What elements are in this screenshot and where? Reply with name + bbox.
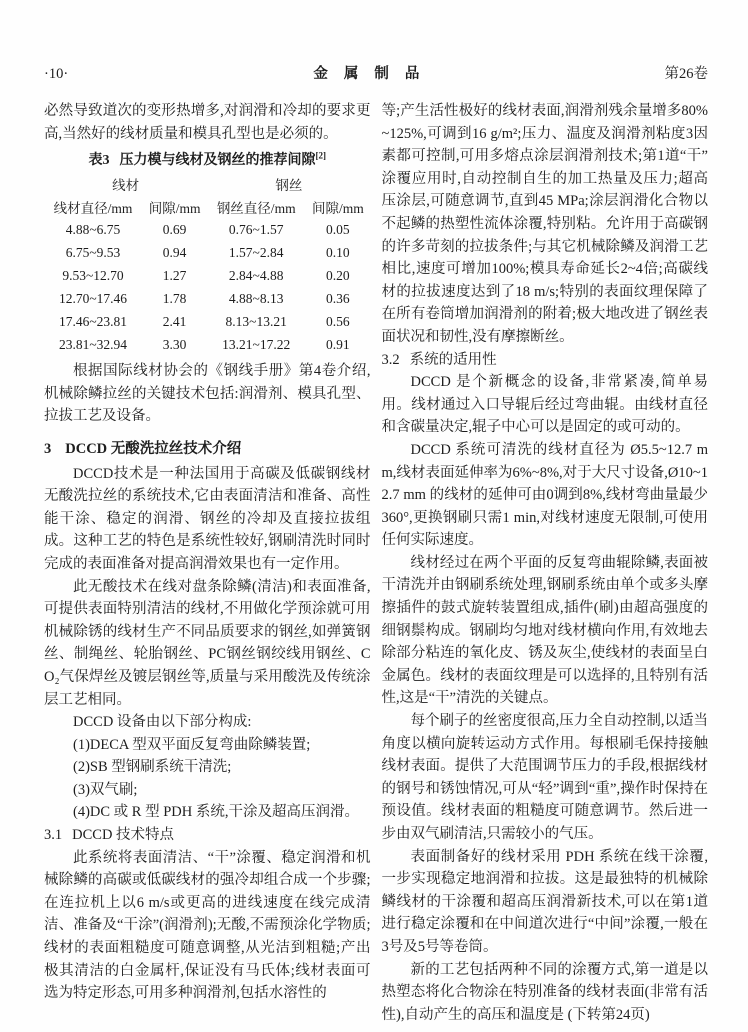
table3-group-header-steel-wire: 钢丝 (275, 177, 303, 193)
paragraph-diameter-range: DCCD 系统可清洗的线材直径为 Ø5.5~12.7 mm,线材表面延伸率为6%~8%,对于大尺寸设备,Ø10~12.7 mm 的线材的延伸可由0调到8%,线材弯曲量最少360°,更换钢刷只需1 min,对线材速度无限制,可使用任何实际速度。 (381, 441, 708, 549)
volume-label: 第26卷 (664, 66, 708, 82)
table-row (44, 218, 371, 241)
equipment-list-item: (1)DECA 型双平面反复弯曲除鳞装置; (73, 736, 311, 753)
table3-caption (44, 149, 371, 169)
table-cell: 0.56 (326, 313, 350, 329)
equipment-list-item: (3)双气刷; (73, 781, 138, 798)
table-cell: 23.81~32.94 (58, 336, 127, 352)
table-cell: 4.88~6.75 (65, 221, 121, 237)
paragraph-dccd-intro: DCCD技术是一种法国用于高碳及低碳钢线材无酸洗拉丝的系统技术,它由表面清洁和准备、高性能干涂、稳定的润滑、钢丝的冷却及直接拉拔组成。这种工艺的特色是系统性较好,钢刷清洗时同时完成的表面准备对提高润滑效果也有一定作用。 (44, 465, 371, 572)
table-cell: 0.91 (326, 336, 350, 352)
table3-caption-reference: [2] (315, 150, 326, 161)
table-cell: 0.94 (162, 244, 187, 260)
table-cell: 0.36 (326, 290, 350, 306)
equipment-list-item: (4)DC 或 R 型 PDH 系统,干涂及超高压润滑。 (73, 804, 359, 821)
section-3-2-heading (382, 349, 709, 372)
table-row (44, 241, 371, 264)
table-cell: 0.05 (326, 221, 350, 237)
table3-group-header-row (44, 172, 371, 195)
paragraph-pdh-coating: 表面制备好的线材采用 PDH 系统在线干涂覆,一步实现稳定地润滑和拉拔。这是最独特的机械除鳞线材的干涂覆和超高压润滑新技术,可以在第1道进行稳定涂覆和在中间道次进行“中间”涂覆,一般在3号及5号等卷筒。 (381, 848, 708, 955)
paragraph-new-process: 新的工艺包括两种不同的涂覆方式,第一道是以热塑态将化合物涂在特别准备的线材表面(非常有活性),自动产生的高压和温度是 (下转第24页) (381, 961, 708, 1023)
paragraph-descaling: 线材经过在两个平面的反复弯曲辊除鳞,表面被干清洗并由钢刷系统处理,钢刷系统由单个或多头摩擦插件的鼓式旋转装置组成,插件(刷)由超高强度的细钢鬃构成。钢刷均匀地对线材横向作用,有效地去除部分粘连的氧化皮、锈及灰尘,使线材的表面呈白金属色。线材的表面纹理是可以选择的,且特别有活性,这是“干”清洗的关键点。 (381, 554, 708, 707)
section-3-1-number: 3.1 (44, 827, 63, 844)
right-column (382, 100, 709, 1026)
journal-title: 金属制品 (313, 66, 436, 82)
table3-caption-label: 表3 (88, 153, 110, 169)
paragraph-handbook: 根据国际线材协会的《钢线手册》第4卷介绍,机械除鳞拉丝的关键技术包括:润滑剂、模具孔型、拉拔工艺及设备。 (44, 363, 371, 425)
table-cell: 12.70~17.46 (58, 290, 127, 306)
table3-column-header-row (44, 195, 371, 218)
table3-group-header-wire-rod: 线材 (112, 177, 140, 193)
table3-col-header: 间隙/mm (311, 200, 364, 216)
paragraph-acid-free: 此无酸技术在线对盘条除鳞(清洁)和表面准备,可提供表面特别清洁的线材,不用做化学预涂就可用机械除锈的线材生产不同品质要求的钢丝,如弹簧钢丝、制绳丝、轮胎钢丝、PC钢丝钢绞线用钢丝、CO₂气保焊丝及镀层钢丝等,质量与采用酸洗及传统涂层工艺相同。 (44, 578, 371, 708)
table-cell: 1.27 (162, 267, 187, 283)
table-cell: 2.84~4.88 (228, 267, 284, 283)
two-column-body (44, 100, 708, 1026)
section-3-title: DCCD 无酸洗拉丝技术介绍 (65, 440, 242, 457)
table-cell: 6.75~9.53 (65, 244, 121, 260)
table-cell: 0.76~1.57 (228, 221, 284, 237)
table-cell: 1.57~2.84 (228, 244, 284, 260)
section-3-1-heading (44, 824, 371, 847)
table-row (44, 333, 371, 356)
section-3-number: 3 (44, 440, 52, 457)
table-cell: 1.78 (162, 290, 187, 306)
table-cell: 17.46~23.81 (58, 313, 127, 329)
table3-col-header: 间隙/mm (148, 200, 201, 216)
equipment-list-item: (2)SB 型钢刷系统干清洗; (73, 759, 232, 776)
page-number: ·10· (44, 66, 69, 82)
paragraph-brush-density: 每个刷子的丝密度很高,压力全自动控制,以适当角度以横向旋转运动方式作用。每根刷毛保持接触线材表面。提供了大范围调节压力的手段,根据线材的钢号和锈蚀情况,可从“轻”调到“重”,操作时保持在预设值。线材表面的粗糙度可随意调节。然后进一步由双气刷清洁,只需较小的气压。 (381, 713, 708, 842)
section-3-2-number: 3.2 (381, 351, 400, 368)
table-row (44, 310, 371, 333)
table3-col-header: 钢丝直径/mm (216, 200, 296, 216)
table-cell: 4.88~8.13 (228, 290, 284, 306)
table-row (44, 264, 371, 287)
table-cell: 2.41 (162, 313, 187, 329)
section-3-1-title: DCCD 技术特点 (72, 827, 175, 844)
table3 (44, 172, 371, 356)
table-cell: 3.30 (162, 336, 187, 352)
paragraph-features: 此系统将表面清洁、“干”涂覆、稳定润滑和机械除鳞的高碳或低碳线材的强冷却组合成一个步骤;在连拉机上以6 m/s或更高的进线速度在线完成清洁、准备及“干涂”(润滑剂);无酸,不需预涂化学物质;线材的表面粗糙度可随意调整,从光洁到粗糙;产出极其清洁的白金属杆,保证没有马氏体;线材表面可选为特定形态,可用多种润滑剂,包括水溶性的 (44, 849, 371, 1002)
table-cell: 0.69 (162, 221, 187, 237)
table3-col-header: 线材直径/mm (53, 200, 133, 216)
section-3-2-title: 系统的适用性 (409, 351, 497, 368)
table-row (44, 287, 371, 310)
paragraph-features-continued: 等;产生活性极好的线材表面,润滑剂残余量增多80%~125%,可调到16 g/m²;压力、温度及润滑剂粘度3因素都可控制,可用多熔点涂层润滑剂技术;第1道“干”涂覆应用时,自动控制自生的加工热量及压力;超高压涂层,可随意调节,直到45 MPa;涂层润滑化合物以不起鳞的热塑性流体涂覆,特别粘。允许用于高碳钢的许多苛刻的拉拔条件;与其它机械除鳞及润滑工艺相比,速度可增加100%;模具寿命延长2~4倍;高碳线材的拉拔速度达到了18 m/s;特别的表面纹理保障了在所有卷筒增加润滑剂的附着;极大地改进了钢丝表面状况和韧性,没有摩擦断丝。 (381, 103, 708, 345)
table-cell: 0.20 (326, 267, 350, 283)
table-cell: 0.10 (326, 244, 350, 260)
table3-caption-text: 压力模与线材及钢丝的推荐间隙 (119, 153, 316, 169)
table-cell: 9.53~12.70 (62, 267, 124, 283)
section-3-heading (44, 438, 371, 461)
paragraph-intro: 必然导致道次的变形热增多,对润滑和冷却的要求更高,当然好的线材质量和模具孔型也是必须的。 (44, 103, 371, 142)
paragraph-applicability: DCCD 是个新概念的设备,非常紧凑,简单易用。线材通过入口导辊后经过弯曲辊。由线材直径和含碳量决定,辊子中心可以是固定的或可动的。 (381, 374, 708, 436)
table-cell: 13.21~17.22 (222, 336, 291, 352)
running-head (44, 62, 708, 83)
paragraph-equipment-lead: DCCD 设备由以下部分构成: (73, 714, 252, 731)
table-cell: 8.13~13.21 (225, 313, 287, 329)
left-column (44, 100, 371, 1026)
